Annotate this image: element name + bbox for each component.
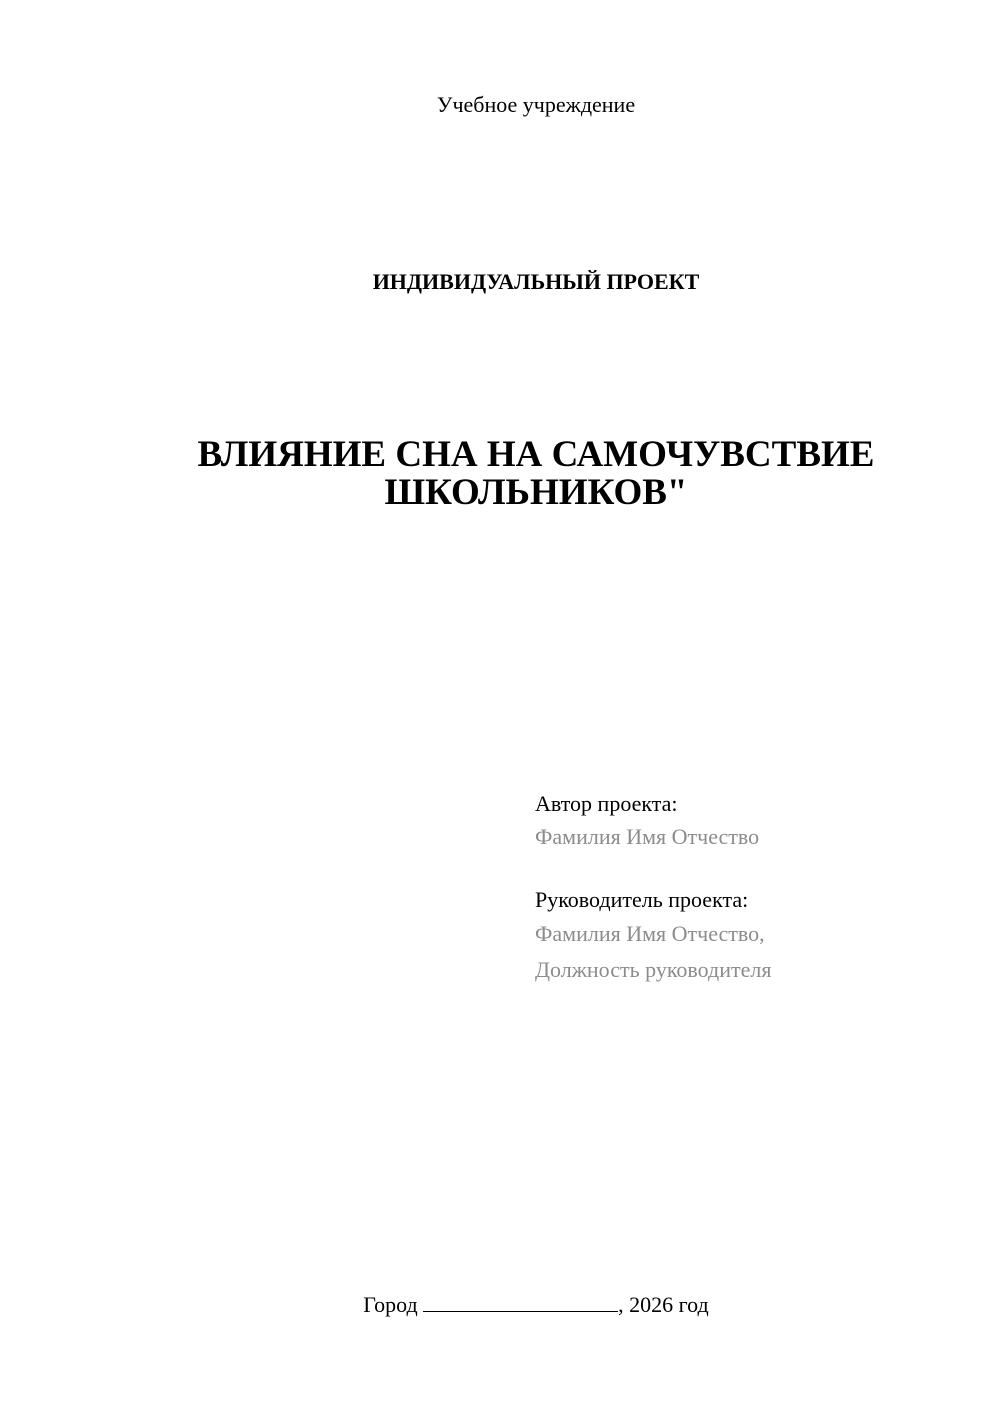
- project-title: [0, 436, 1000, 512]
- author-block: [535, 789, 965, 855]
- city-blank-line: [423, 1291, 618, 1312]
- supervisor-name: Фамилия Имя Отчество,: [535, 921, 765, 946]
- author-name: Фамилия Имя Отчество: [535, 824, 760, 849]
- document-type: ИНДИВИДУАЛЬНЫЙ ПРОЕКТ: [372, 269, 700, 294]
- author-label: Автор проекта:: [535, 791, 678, 816]
- city-label: Город: [363, 1292, 418, 1317]
- institution-name: Учебное учреждение: [436, 92, 636, 117]
- project-title-line-1: ВЛИЯНИЕ СНА НА САМОЧУВСТВИЕ: [197, 434, 875, 475]
- project-title-line-2: ШКОЛЬНИКОВ": [384, 472, 688, 513]
- supervisor-position: Должность руководителя: [535, 957, 772, 982]
- footer-city-year: [0, 1290, 1000, 1320]
- credits-block: [535, 789, 965, 988]
- year-text: , 2026 год: [618, 1292, 709, 1317]
- supervisor-block: [535, 885, 965, 988]
- supervisor-label: Руководитель проекта:: [535, 887, 749, 912]
